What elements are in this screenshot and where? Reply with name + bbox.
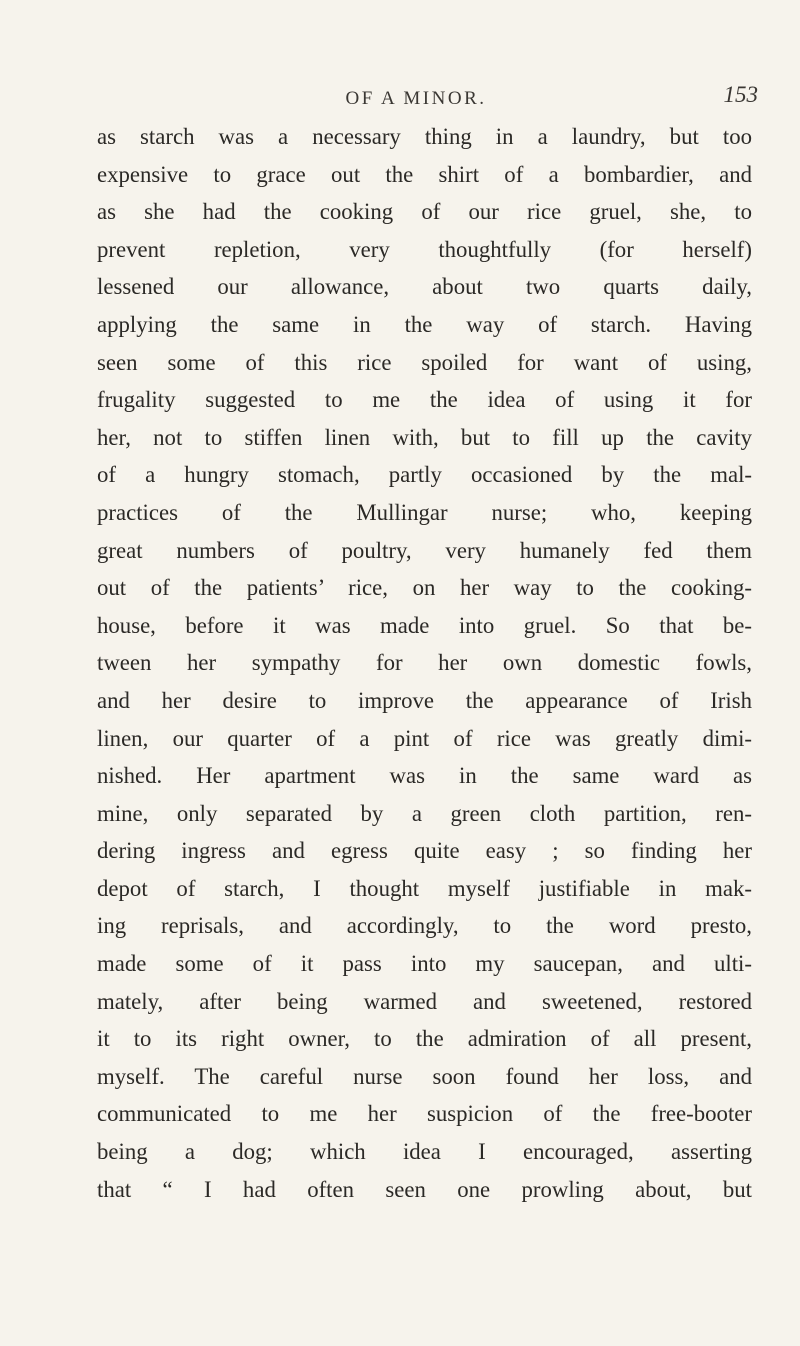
text-line: prevent repletion, very thoughtfully (for herself) <box>97 236 752 262</box>
text-line: it to its right owner, to the admiration of all present, <box>97 1026 752 1052</box>
text-line: tween her sympathy for her own domestic fowls, <box>97 650 752 676</box>
running-head: OF A MINOR. <box>345 88 487 109</box>
text-line: out of the patients’ rice, on her way to the cooking- <box>97 575 752 601</box>
text-line: of a hungry stomach, partly occasioned by the mal- <box>97 462 752 488</box>
body-text <box>97 118 752 1208</box>
text-line: lessened our allowance, about two quarts daily, <box>97 274 752 300</box>
text-line: frugality suggested to me the idea of using it for <box>97 387 752 413</box>
text-line: mately, after being warmed and sweetened, restored <box>97 988 752 1014</box>
text-line: made some of it pass into my saucepan, and ulti- <box>97 951 752 977</box>
text-line: great numbers of poultry, very humanely fed them <box>97 537 752 563</box>
text-line: dering ingress and egress quite easy ; so finding her <box>97 838 752 864</box>
text-line: mine, only separated by a green cloth partition, ren- <box>97 800 752 826</box>
page-number: 153 <box>723 82 758 107</box>
text-line: depot of starch, I thought myself justifiable in mak- <box>97 875 752 901</box>
text-line: as starch was a necessary thing in a laundry, but too <box>97 124 752 149</box>
text-line: communicated to me her suspicion of the free-booter <box>97 1101 752 1127</box>
text-line: house, before it was made into gruel. So that be- <box>97 612 752 638</box>
text-line: that “ I had often seen one prowling about, but <box>97 1176 752 1202</box>
text-line: being a dog; which idea I encouraged, asserting <box>97 1139 752 1165</box>
text-line: myself. The careful nurse soon found her loss, and <box>97 1063 752 1089</box>
text-line: linen, our quarter of a pint of rice was greatly dimi- <box>97 725 752 751</box>
text-line: nished. Her apartment was in the same ward as <box>97 763 752 789</box>
text-line: practices of the Mullingar nurse; who, keeping <box>97 499 752 525</box>
text-line: applying the same in the way of starch. Having <box>97 311 752 337</box>
text-line: expensive to grace out the shirt of a bombardier, and <box>97 161 752 187</box>
text-line: as she had the cooking of our rice gruel, she, to <box>97 199 752 225</box>
text-line: ing reprisals, and accordingly, to the word presto, <box>97 913 752 939</box>
text-line: her, not to stiffen linen with, but to fill up the cavity <box>97 424 752 450</box>
text-line: seen some of this rice spoiled for want of using, <box>97 349 752 375</box>
text-line: and her desire to improve the appearance of Irish <box>97 687 752 713</box>
